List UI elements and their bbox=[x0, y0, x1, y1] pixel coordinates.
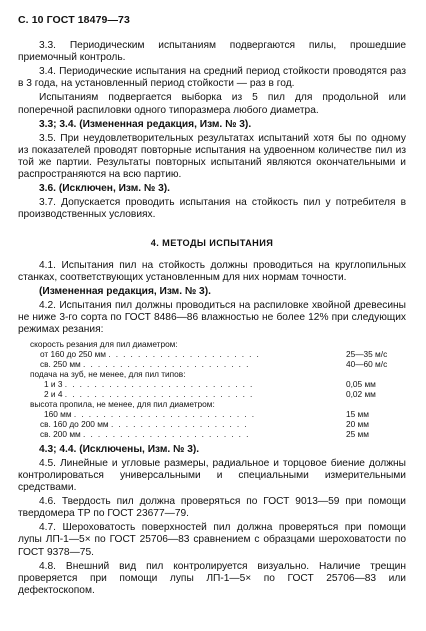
speed-row-2-value: 40—60 м/с bbox=[346, 358, 388, 369]
feed-row-1-value: 0,05 мм bbox=[346, 379, 376, 390]
section-title-test-methods: 4. МЕТОДЫ ИСПЫТАНИЯ bbox=[150, 237, 274, 248]
speed-label: скорость резания для пил диаметром: bbox=[30, 338, 178, 349]
speed-row-1-value: 25—35 м/с bbox=[346, 348, 388, 359]
cutting-modes-table bbox=[18, 339, 406, 440]
speed-row-2-label: св. 250 мм . . . . . . . . . . . . . . . . . . . . . . . bbox=[40, 358, 250, 369]
paragraph-3-6: 3.6. (Исключен, Изм. № 3). bbox=[39, 183, 171, 195]
paragraph-4-3-4-4: 4.3; 4.4. (Исключены, Изм. № 3). bbox=[39, 443, 200, 455]
table-row bbox=[18, 359, 406, 369]
amendment-note-3-3-3-4: 3.3; 3.4. (Измененная редакция, Изм. № 3). bbox=[39, 118, 252, 130]
paragraph-4-5: 4.5. Линейные и угловые размеры, радиальное и торцовое биение должны контролироваться универсальными и специальными измерительными средствами. bbox=[18, 457, 406, 493]
table-row bbox=[18, 399, 406, 409]
speed-row-1-label: от 160 до 250 мм . . . . . . . . . . . . . . . . . . . . . bbox=[40, 348, 261, 359]
table-row bbox=[18, 419, 406, 429]
height-row-2-value: 20 мм bbox=[346, 419, 369, 430]
height-row-3-value: 25 мм bbox=[346, 429, 369, 440]
paragraph-4-6: 4.6. Твердость пил должна проверяться по ГОСТ 9013—59 при помощи твердомера ТР по ГОСТ 23677—79. bbox=[18, 495, 406, 520]
table-row bbox=[18, 389, 406, 399]
document-body bbox=[18, 40, 406, 599]
paragraph-4-1: 4.1. Испытания пил на стойкость должны проводиться на круглопильных станках, соответствующих установленным для них нормам точности. bbox=[18, 259, 406, 284]
paragraph-3-3: 3.3. Периодическим испытаниям подвергаются пилы, прошедшие приемочный контроль. bbox=[18, 40, 406, 64]
height-label: высота пропила, не менее, для пил диаметром: bbox=[30, 399, 215, 410]
table-row bbox=[18, 409, 406, 419]
paragraph-3-7: 3.7. Допускается проводить испытания на стойкость пил у потребителя в производственных условиях. bbox=[18, 197, 406, 221]
paragraph-4-8: 4.8. Внешний вид пил контролируется визуально. Наличие трещин проверяется при помощи лупы ЛП-1—5× по ГОСТ 25706—83 или дефектоскопом. bbox=[18, 560, 406, 596]
table-row bbox=[18, 349, 406, 359]
paragraph-3-5: 3.5. При неудовлетворительных результатах испытаний хотя бы по одному из показателей проводят повторные испытания на удвоенном количестве пил из той же партии. Результаты повторных испытаний являются окончательными и распространяются на всю партию. bbox=[18, 132, 406, 181]
height-row-1-label: 160 мм . . . . . . . . . . . . . . . . . . . . . . . . . bbox=[44, 409, 256, 420]
page-header: С. 10 ГОСТ 18479—73 bbox=[18, 14, 130, 26]
feed-label: подача на зуб, не менее, для пил типов: bbox=[30, 368, 186, 379]
height-row-1-value: 15 мм bbox=[346, 409, 369, 420]
feed-row-1-label: 1 и 3 . . . . . . . . . . . . . . . . . . . . . . . . . . bbox=[44, 379, 254, 390]
height-row-3-label: св. 200 мм . . . . . . . . . . . . . . . . . . . . . . . bbox=[40, 429, 250, 440]
table-row bbox=[18, 429, 406, 439]
paragraph-4-7: 4.7. Шероховатость поверхностей пил должна проверяться при помощи лупы ЛП-1—5× по ГОСТ 25706—83 сравнением с образцами шероховатости по ГОСТ 9378—75. bbox=[18, 522, 406, 558]
amendment-note-4-1: (Измененная редакция, Изм. № 3). bbox=[39, 286, 211, 298]
table-row bbox=[18, 379, 406, 389]
table-row bbox=[18, 369, 406, 379]
paragraph-4-2: 4.2. Испытания пил должны проводиться на распиловке хвойной древесины не ниже 3-го сорта по ГОСТ 8486—86 влажностью не более 12% при следующих режимах резания: bbox=[18, 300, 406, 336]
height-row-2-label: св. 160 до 200 мм . . . . . . . . . . . . . . . . . . . bbox=[40, 419, 249, 430]
paragraph-3-4: 3.4. Периодические испытания на средний период стойкости проводятся раз в 3 года, на установленный период стойкости — раз в год. bbox=[18, 66, 406, 90]
paragraph-3-4-sample: Испытаниям подвергается выборка из 5 пил для продольной или поперечной распиловки одного типоразмера любого диаметра. bbox=[18, 92, 406, 116]
feed-row-2-value: 0,02 мм bbox=[346, 389, 376, 400]
feed-row-2-label: 2 и 4 . . . . . . . . . . . . . . . . . . . . . . . . . . bbox=[44, 389, 254, 400]
table-row bbox=[18, 339, 406, 349]
